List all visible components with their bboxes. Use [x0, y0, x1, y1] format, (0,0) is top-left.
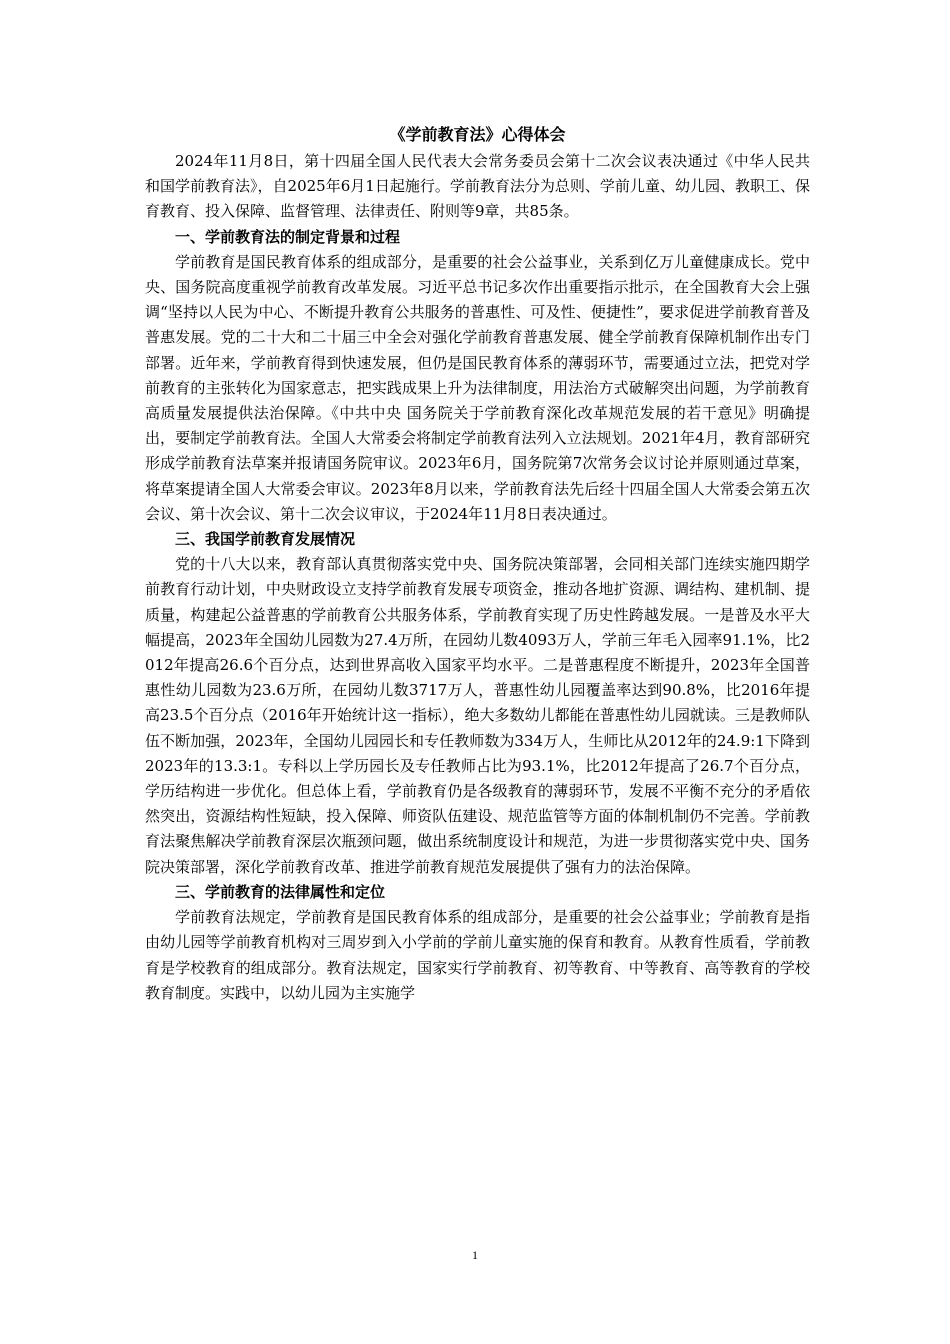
- document-page: [145, 122, 810, 1006]
- section-heading-development: 三、我国学前教育发展情况: [175, 530, 356, 549]
- document-title: 《学前教育法》心得体会: [389, 125, 566, 144]
- section-heading-legal-status: 三、学前教育的法律属性和定位: [175, 882, 386, 901]
- background-paragraph: 学前教育是国民教育体系的组成部分，是重要的社会公益事业，关系到亿万儿童健康成长。党中央、国务院高度重视学前教育改革发展。习近平总书记多次作出重要指示批示，在全国教育大会上强调“坚持以人民为中心、不断提升教育公共服务的普惠性、可及性、便捷性”，要求促进学前教育普及普惠发展。党的二十大和二十届三中全会对强化学前教育普惠发展、健全学前教育保障机制作出专门部署。近年来，学前教育得到快速发展，但仍是国民教育体系的薄弱环节，需要通过立法，把党对学前教育的主张转化为国家意志，把实践成果上升为法律制度，用法治方式破解突出问题，为学前教育高质量发展提供法治保障。《中共中央 国务院关于学前教育深化改革规范发展的若干意见》明确提出，要制定学前教育法。全国人大常委会将制定学前教育法列入立法规划。2021年4月，教育部研究形成学前教育法草案并报请国务院审议。2023年6月，国务院第7次常务会议讨论并原则通过草案，将草案提请全国人大常委会审议。2023年8月以来，学前教育法先后经十四届全国人大常委会第五次会议、第十次会议、第十二次会议审议，于2024年11月8日表决通过。: [145, 252, 810, 523]
- development-paragraph: 党的十八大以来，教育部认真贯彻落实党中央、国务院决策部署，会同相关部门连续实施四期学前教育行动计划，中央财政设立支持学前教育发展专项资金，推动各地扩资源、调结构、建机制、提质量，构建起公益普惠的学前教育公共服务体系，学前教育实现了历史性跨越发展。一是普及水平大幅提高，2023年全国幼儿园数为27.4万所，在园幼儿数4093万人，学前三年毛入园率91.1%，比2012年提高26.6个百分点，达到世界高收入国家平均水平。二是普惠程度不断提升，2023年全国普惠性幼儿园数为23.6万所，在园幼儿数3717万人，普惠性幼儿园覆盖率达到90.8%，比2016年提高23.5个百分点（2016年开始统计这一指标），绝大多数幼儿都能在普惠性幼儿园就读。三是教师队伍不断加强，2023年，全国幼儿园园长和专任教师数为334万人，生师比从2012年的24.9:1下降到2023年的13.3:1。专科以上学历园长及专任教师占比为93.1%，比2012年提高了26.7个百分点，学历结构进一步优化。但总体上看，学前教育仍是各级教育的薄弱环节，发展不平衡不充分的矛盾依然突出，资源结构性短缺，投入保障、师资队伍建设、规范监管等方面的体制机制仍不完善。学前教育法聚焦解决学前教育深层次瓶颈问题，做出系统制度设计和规范，为进一步贯彻落实党中央、国务院决策部署，深化学前教育改革、推进学前教育规范发展提供了强有力的法治保障。: [145, 555, 810, 876]
- page-number: 1: [472, 1248, 478, 1262]
- intro-paragraph: 2024年11月8日，第十四届全国人民代表大会常务委员会第十二次会议表决通过《中华人民共和国学前教育法》，自2025年6月1日起施行。学前教育法分为总则、学前儿童、幼儿园、教职工、保育教育、投入保障、监督管理、法律责任、附则等9章，共85条。: [145, 152, 810, 221]
- section-heading-background: 一、学前教育法的制定背景和过程: [175, 227, 401, 246]
- legal-status-paragraph: 学前教育法规定，学前教育是国民教育体系的组成部分，是重要的社会公益事业；学前教育是指由幼儿园等学前教育机构对三周岁到入小学前的学前儿童实施的保育和教育。从教育性质看，学前教育是学校教育的组成部分。教育法规定，国家实行学前教育、初等教育、中等教育、高等教育的学校教育制度。实践中，以幼儿园为主实施学: [145, 908, 810, 1002]
